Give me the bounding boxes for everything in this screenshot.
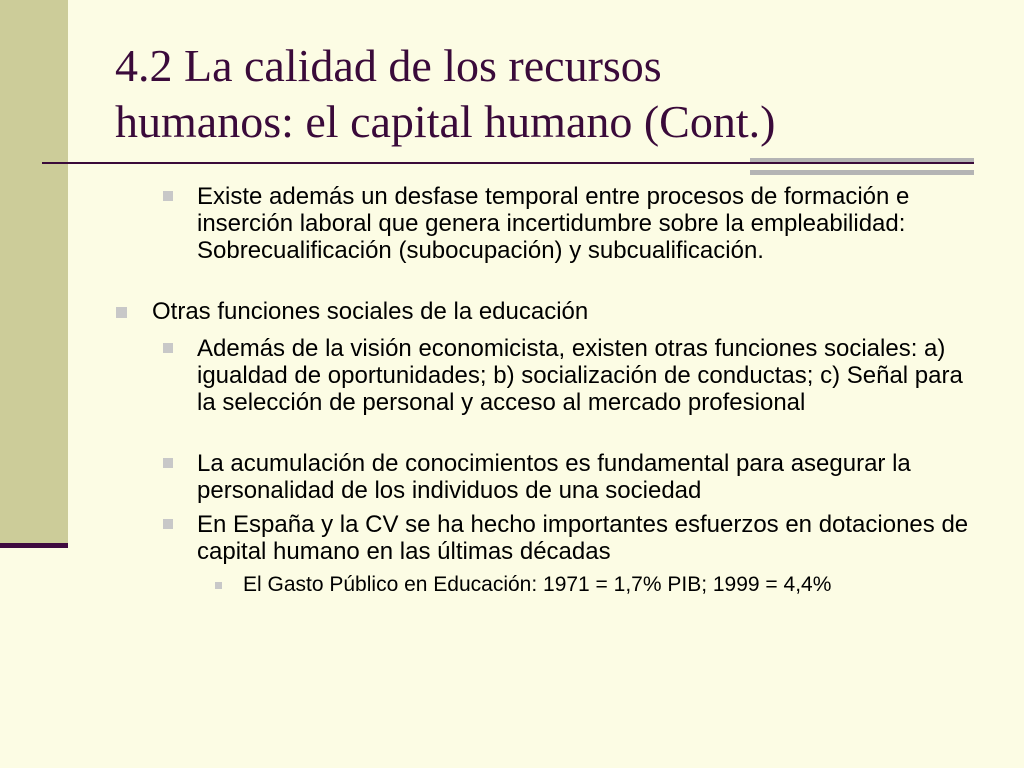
square-bullet-icon	[163, 519, 173, 529]
left-band-underline	[0, 543, 68, 548]
bullet-text: Otras funciones sociales de la educación	[152, 298, 589, 325]
bullet-item	[243, 572, 983, 598]
bullet-text: En España y la CV se ha hecho importantes esfuerzos en dotaciones de capital humano en las últimas décadas	[197, 511, 969, 565]
bullet-text: El Gasto Público en Educación: 1971 = 1,7% PIB; 1999 = 4,4%	[243, 573, 832, 596]
square-bullet-icon	[163, 458, 173, 468]
bullet-text: Existe además un desfase temporal entre procesos de formación e inserción laboral que genera incertidumbre sobre la empleabilidad: Sobrecualificación (subocupación) y subcualificación.	[197, 183, 910, 264]
title-line-1: 4.2 La calidad de los recursos	[115, 40, 662, 91]
bullet-text: Además de la visión economicista, existen otras funciones sociales: a) igualdad de oportunidades; b) socialización de conductas; c) Señal para la selección de personal y acceso al mercado profesional	[197, 335, 963, 416]
title-rule	[42, 162, 974, 164]
bullet-item	[197, 335, 987, 416]
left-decorative-band	[0, 0, 68, 544]
square-bullet-icon	[215, 582, 222, 589]
bullet-item	[197, 450, 987, 504]
square-bullet-icon	[163, 191, 173, 201]
bullet-item	[197, 183, 987, 264]
slide-title	[115, 38, 995, 150]
bullet-item	[152, 298, 972, 325]
bullet-text: La acumulación de conocimientos es fundamental para asegurar la personalidad de los individuos de una sociedad	[197, 450, 911, 504]
square-bullet-icon	[116, 307, 127, 318]
title-line-2: humanos: el capital humano (Cont.)	[115, 96, 776, 147]
square-bullet-icon	[163, 343, 173, 353]
title-rule-accent-lower	[750, 170, 974, 175]
bullet-item	[197, 511, 987, 565]
